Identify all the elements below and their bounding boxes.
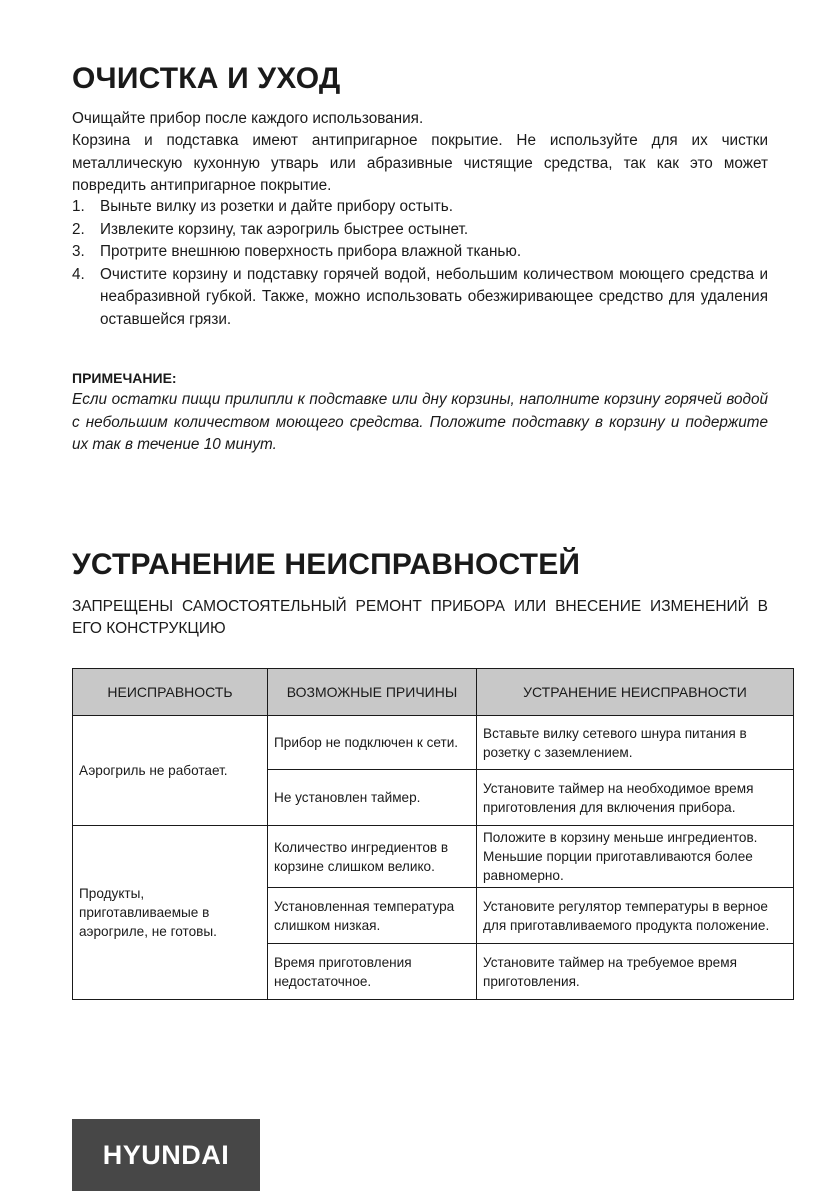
repair-warning: ЗАПРЕЩЕНЫ САМОСТОЯТЕЛЬНЫЙ РЕМОНТ ПРИБОРА ИЛИ ВНЕСЕНИЕ ИЗМЕНЕНИЙ В ЕГО КОНСТРУКЦИЮ: [72, 598, 768, 637]
step-number: 2.: [72, 220, 85, 238]
table-row: [73, 826, 794, 888]
fault-cell: Аэрогриль не работает.: [73, 716, 268, 826]
fix-cell: Вставьте вилку сетевого шнура питания в розетку с заземлением.: [477, 716, 794, 770]
step-text: Выньте вилку из розетки и дайте прибору остыть.: [100, 198, 453, 215]
cause-cell: Количество ингредиентов в корзине слишком велико.: [268, 826, 477, 888]
header-fix: УСТРАНЕНИЕ НЕИСПРАВНОСТИ: [477, 669, 794, 716]
fix-cell: Установите таймер на необходимое время приготовления для включения прибора.: [477, 770, 794, 826]
step-text: Очистите корзину и подставку горячей водой, небольшим количеством моющего средства и неабразивной губкой. Также, можно использовать обезжиривающее средство для удаления оставшейся грязи.: [100, 265, 768, 328]
cause-cell: Не установлен таймер.: [268, 770, 477, 826]
troubleshooting-table: [72, 668, 794, 1000]
list-item: [72, 264, 768, 332]
table-row: [73, 716, 794, 770]
section-title-cleaning: ОЧИСТКА И УХОД: [72, 62, 341, 95]
list-item: [72, 241, 768, 264]
note-title: ПРИМЕЧАНИЕ:: [72, 370, 177, 386]
cause-cell: Прибор не подключен к сети.: [268, 716, 477, 770]
header-causes: ВОЗМОЖНЫЕ ПРИЧИНЫ: [268, 669, 477, 716]
cause-cell: Время приготовления недостаточное.: [268, 944, 477, 1000]
fault-cell: Продукты, приготавливаемые в аэрогриле, не готовы.: [73, 826, 268, 1000]
list-item: [72, 196, 768, 219]
fix-cell: Установите регулятор температуры в верное для приготавливаемого продукта положение.: [477, 888, 794, 944]
fix-cell: Установите таймер на требуемое время приготовления.: [477, 944, 794, 1000]
list-item: [72, 219, 768, 242]
step-number: 4.: [72, 265, 85, 283]
section-title-troubleshooting: УСТРАНЕНИЕ НЕИСПРАВНОСТЕЙ: [72, 548, 581, 581]
step-text: Извлеките корзину, так аэрогриль быстрее остынет.: [100, 220, 469, 238]
fix-cell: Положите в корзину меньше ингредиентов. Меньшие порции приготавливаются более равномерно.: [477, 826, 794, 888]
logo-text: HYUNDAI: [102, 1139, 230, 1170]
step-number: 1.: [72, 198, 85, 215]
cleaning-intro-2: Корзина и подставка имеют антипригарное покрытие. Не используйте для их чистки металлическую кухонную утварь или абразивные чистящие средства, так как это может повредить антипригарное покрытие.: [72, 132, 768, 194]
step-text: Протрите внешнюю поверхность прибора влажной тканью.: [100, 243, 522, 260]
step-number: 3.: [72, 243, 85, 260]
cause-cell: Установленная температура слишком низкая.: [268, 888, 477, 944]
cleaning-steps-list: [72, 196, 768, 331]
cleaning-intro-1: Очищайте прибор после каждого использования.: [72, 110, 424, 127]
hyundai-logo: [72, 1119, 260, 1191]
note-text: Если остатки пищи прилипли к подставке или дну корзины, наполните корзину горячей водой с небольшим количеством моющего средства. Положите подставку в корзину и подержите их так в течение 10 минут.: [72, 391, 768, 453]
table-header-row: [73, 669, 794, 716]
header-fault: НЕИСПРАВНОСТЬ: [73, 669, 268, 716]
